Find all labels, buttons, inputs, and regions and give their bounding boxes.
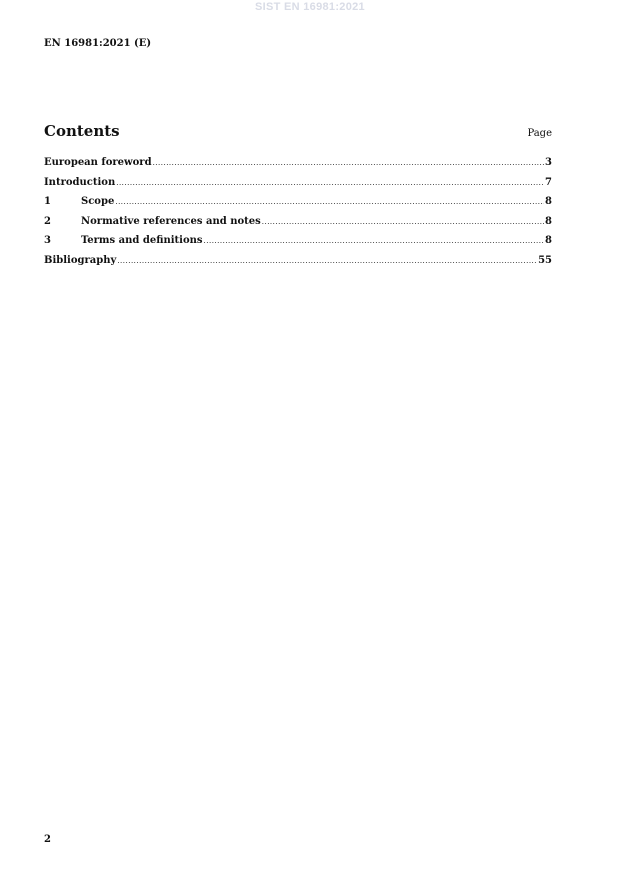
toc-page-column-label: Page [527, 128, 552, 139]
document-identifier: EN 16981:2021 (E) [44, 38, 152, 49]
toc-dot-leader [115, 198, 544, 206]
toc-dot-leader [204, 237, 545, 245]
toc-entry-page: 8 [545, 215, 552, 227]
toc-entry-title: Normative references and notes [81, 215, 261, 227]
toc-entry-scope[interactable] [44, 196, 552, 216]
toc-entry-normative-references[interactable] [44, 216, 552, 236]
toc-entry-page: 55 [538, 254, 552, 266]
toc-title: Contents [44, 122, 120, 140]
toc-entry-terms-and-definitions[interactable] [44, 235, 552, 255]
toc-dot-leader [116, 179, 544, 187]
toc-entry-page: 8 [545, 196, 552, 207]
toc-list [44, 157, 552, 274]
toc-entry-number: 1 [44, 196, 51, 207]
toc-dot-leader [117, 257, 537, 265]
toc-entry-introduction[interactable] [44, 177, 552, 197]
page-number: 2 [44, 834, 51, 845]
toc-entry-page: 8 [545, 235, 552, 246]
toc-entry-title: European foreword [44, 157, 152, 168]
toc-entry-number: 3 [44, 235, 51, 246]
watermark-text: SIST EN 16981:2021 [255, 1, 365, 13]
toc-entry-title: Scope [81, 196, 115, 207]
toc-dot-leader [153, 159, 544, 167]
toc-entry-european-foreword[interactable] [44, 157, 552, 177]
toc-entry-page: 3 [545, 157, 552, 168]
toc-entry-title: Introduction [44, 176, 116, 188]
toc-entry-title: Bibliography [44, 254, 117, 266]
toc-entry-page: 7 [545, 176, 552, 188]
toc-dot-leader [262, 218, 544, 226]
toc-entry-title: Terms and definitions [81, 235, 203, 246]
toc-entry-bibliography[interactable] [44, 255, 552, 275]
toc-heading [44, 122, 552, 140]
toc-entry-number: 2 [44, 215, 51, 227]
